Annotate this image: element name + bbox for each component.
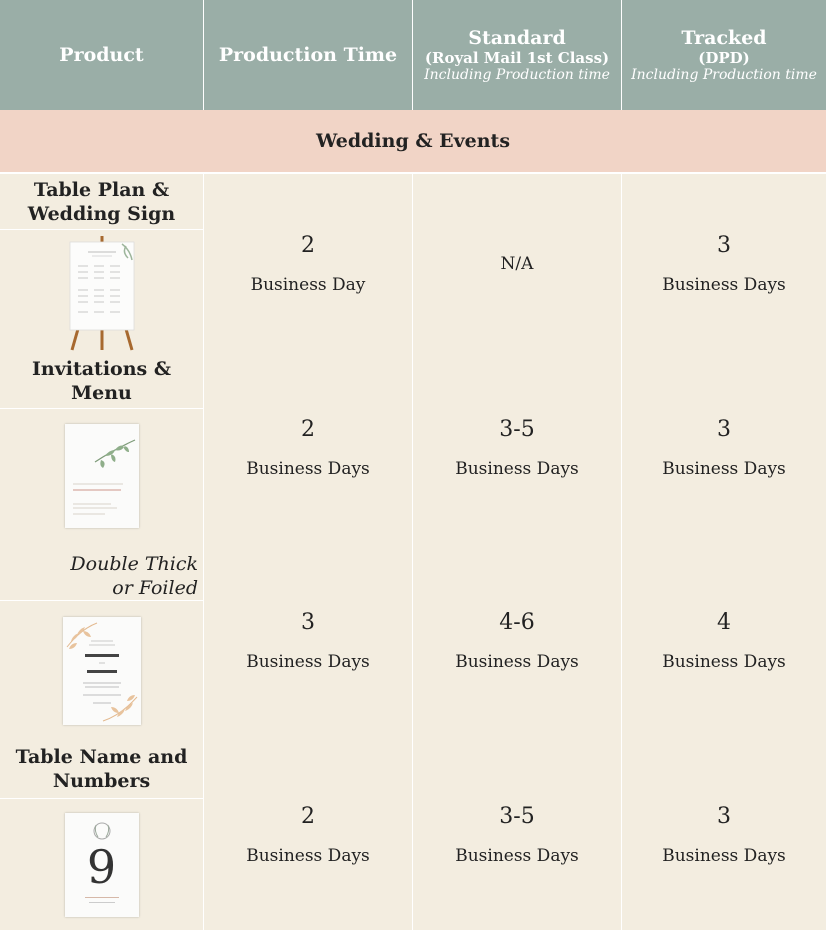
tracked-days-value: 3 bbox=[717, 233, 731, 258]
product-label bbox=[0, 354, 203, 409]
header-tracked-sub: (DPD) bbox=[698, 48, 750, 67]
header-standard bbox=[413, 0, 622, 110]
tracked-days-unit: Business Days bbox=[662, 652, 786, 672]
tracked-days-unit: Business Days bbox=[662, 846, 786, 866]
header-tracked-note: Including Production time bbox=[631, 66, 817, 83]
production-days-value: 2 bbox=[301, 417, 315, 442]
production-days-unit: Business Day bbox=[250, 275, 366, 295]
product-label bbox=[0, 542, 203, 601]
standard-days-value: 3-5 bbox=[499, 804, 535, 829]
production-time-cell bbox=[204, 740, 413, 930]
product-label-line: Wedding Sign bbox=[27, 202, 176, 225]
production-days-value: 2 bbox=[301, 804, 315, 829]
product-label bbox=[0, 174, 203, 230]
product-label-line: Invitations & Menu bbox=[32, 358, 171, 404]
product-label-line: Table Name and bbox=[15, 746, 188, 768]
tracked-days-value: 3 bbox=[717, 804, 731, 829]
header-product-label: Product bbox=[59, 44, 144, 66]
tracked-days-unit: Business Days bbox=[662, 459, 786, 479]
product-label-line: Table Plan & bbox=[33, 178, 170, 201]
product-cell bbox=[0, 740, 204, 930]
table-header bbox=[0, 0, 826, 110]
product-label-line: Double Thick bbox=[70, 553, 198, 575]
standard-days-value: N/A bbox=[500, 254, 534, 274]
tracked-days-value: 3 bbox=[717, 417, 731, 442]
standard-delivery-cell bbox=[413, 542, 622, 740]
production-days-unit: Business Days bbox=[246, 846, 370, 866]
tracked-delivery-cell bbox=[622, 354, 826, 542]
table-row bbox=[0, 354, 826, 543]
production-time-cell bbox=[204, 174, 413, 354]
easel-sign-icon bbox=[62, 232, 142, 352]
header-product bbox=[0, 0, 204, 110]
table-plan-image bbox=[0, 230, 203, 354]
production-days-unit: Business Days bbox=[246, 459, 370, 479]
standard-delivery-cell bbox=[413, 174, 622, 354]
table-row bbox=[0, 174, 826, 355]
section-heading bbox=[0, 110, 826, 174]
card-divider bbox=[85, 897, 119, 898]
product-cell bbox=[0, 174, 204, 354]
product-cell bbox=[0, 542, 204, 740]
card-divider bbox=[89, 902, 115, 903]
wreath-icon bbox=[90, 819, 114, 843]
header-production-label: Production Time bbox=[218, 44, 398, 66]
product-label-line: or Foiled bbox=[112, 577, 198, 599]
invitation-card-icon bbox=[65, 424, 139, 528]
tracked-delivery-cell bbox=[622, 740, 826, 930]
tracked-days-value: 4 bbox=[717, 610, 731, 635]
production-days-value: 2 bbox=[301, 233, 315, 258]
standard-days-unit: Business Days bbox=[455, 459, 579, 479]
invitation-image bbox=[0, 409, 203, 542]
table-number-image bbox=[0, 799, 203, 930]
standard-days-unit: Business Days bbox=[455, 652, 579, 672]
table-row bbox=[0, 542, 826, 741]
table-row bbox=[0, 740, 826, 930]
section-title: Wedding & Events bbox=[315, 130, 511, 152]
header-production-time bbox=[204, 0, 413, 110]
foiled-invitation-card-icon bbox=[63, 617, 141, 725]
header-standard-title: Standard bbox=[468, 26, 566, 49]
standard-days-value: 4-6 bbox=[499, 610, 535, 635]
header-tracked-title: Tracked bbox=[681, 26, 767, 49]
tracked-days-unit: Business Days bbox=[662, 275, 786, 295]
product-cell bbox=[0, 354, 204, 542]
table-number-card-icon bbox=[65, 813, 139, 917]
table-number-digit: 9 bbox=[86, 839, 117, 894]
foiled-invitation-image bbox=[0, 601, 203, 740]
standard-days-unit: Business Days bbox=[455, 846, 579, 866]
product-label-line: Numbers bbox=[52, 770, 151, 792]
header-standard-sub: (Royal Mail 1st Class) bbox=[424, 48, 610, 67]
production-days-value: 3 bbox=[301, 610, 315, 635]
production-time-cell bbox=[204, 542, 413, 740]
tracked-delivery-cell bbox=[622, 174, 826, 354]
standard-days-value: 3-5 bbox=[499, 417, 535, 442]
standard-delivery-cell bbox=[413, 354, 622, 542]
tracked-delivery-cell bbox=[622, 542, 826, 740]
production-days-unit: Business Days bbox=[246, 652, 370, 672]
standard-delivery-cell bbox=[413, 740, 622, 930]
product-label bbox=[0, 740, 203, 799]
production-time-cell bbox=[204, 354, 413, 542]
header-standard-note: Including Production time bbox=[424, 66, 610, 83]
header-tracked bbox=[622, 0, 826, 110]
